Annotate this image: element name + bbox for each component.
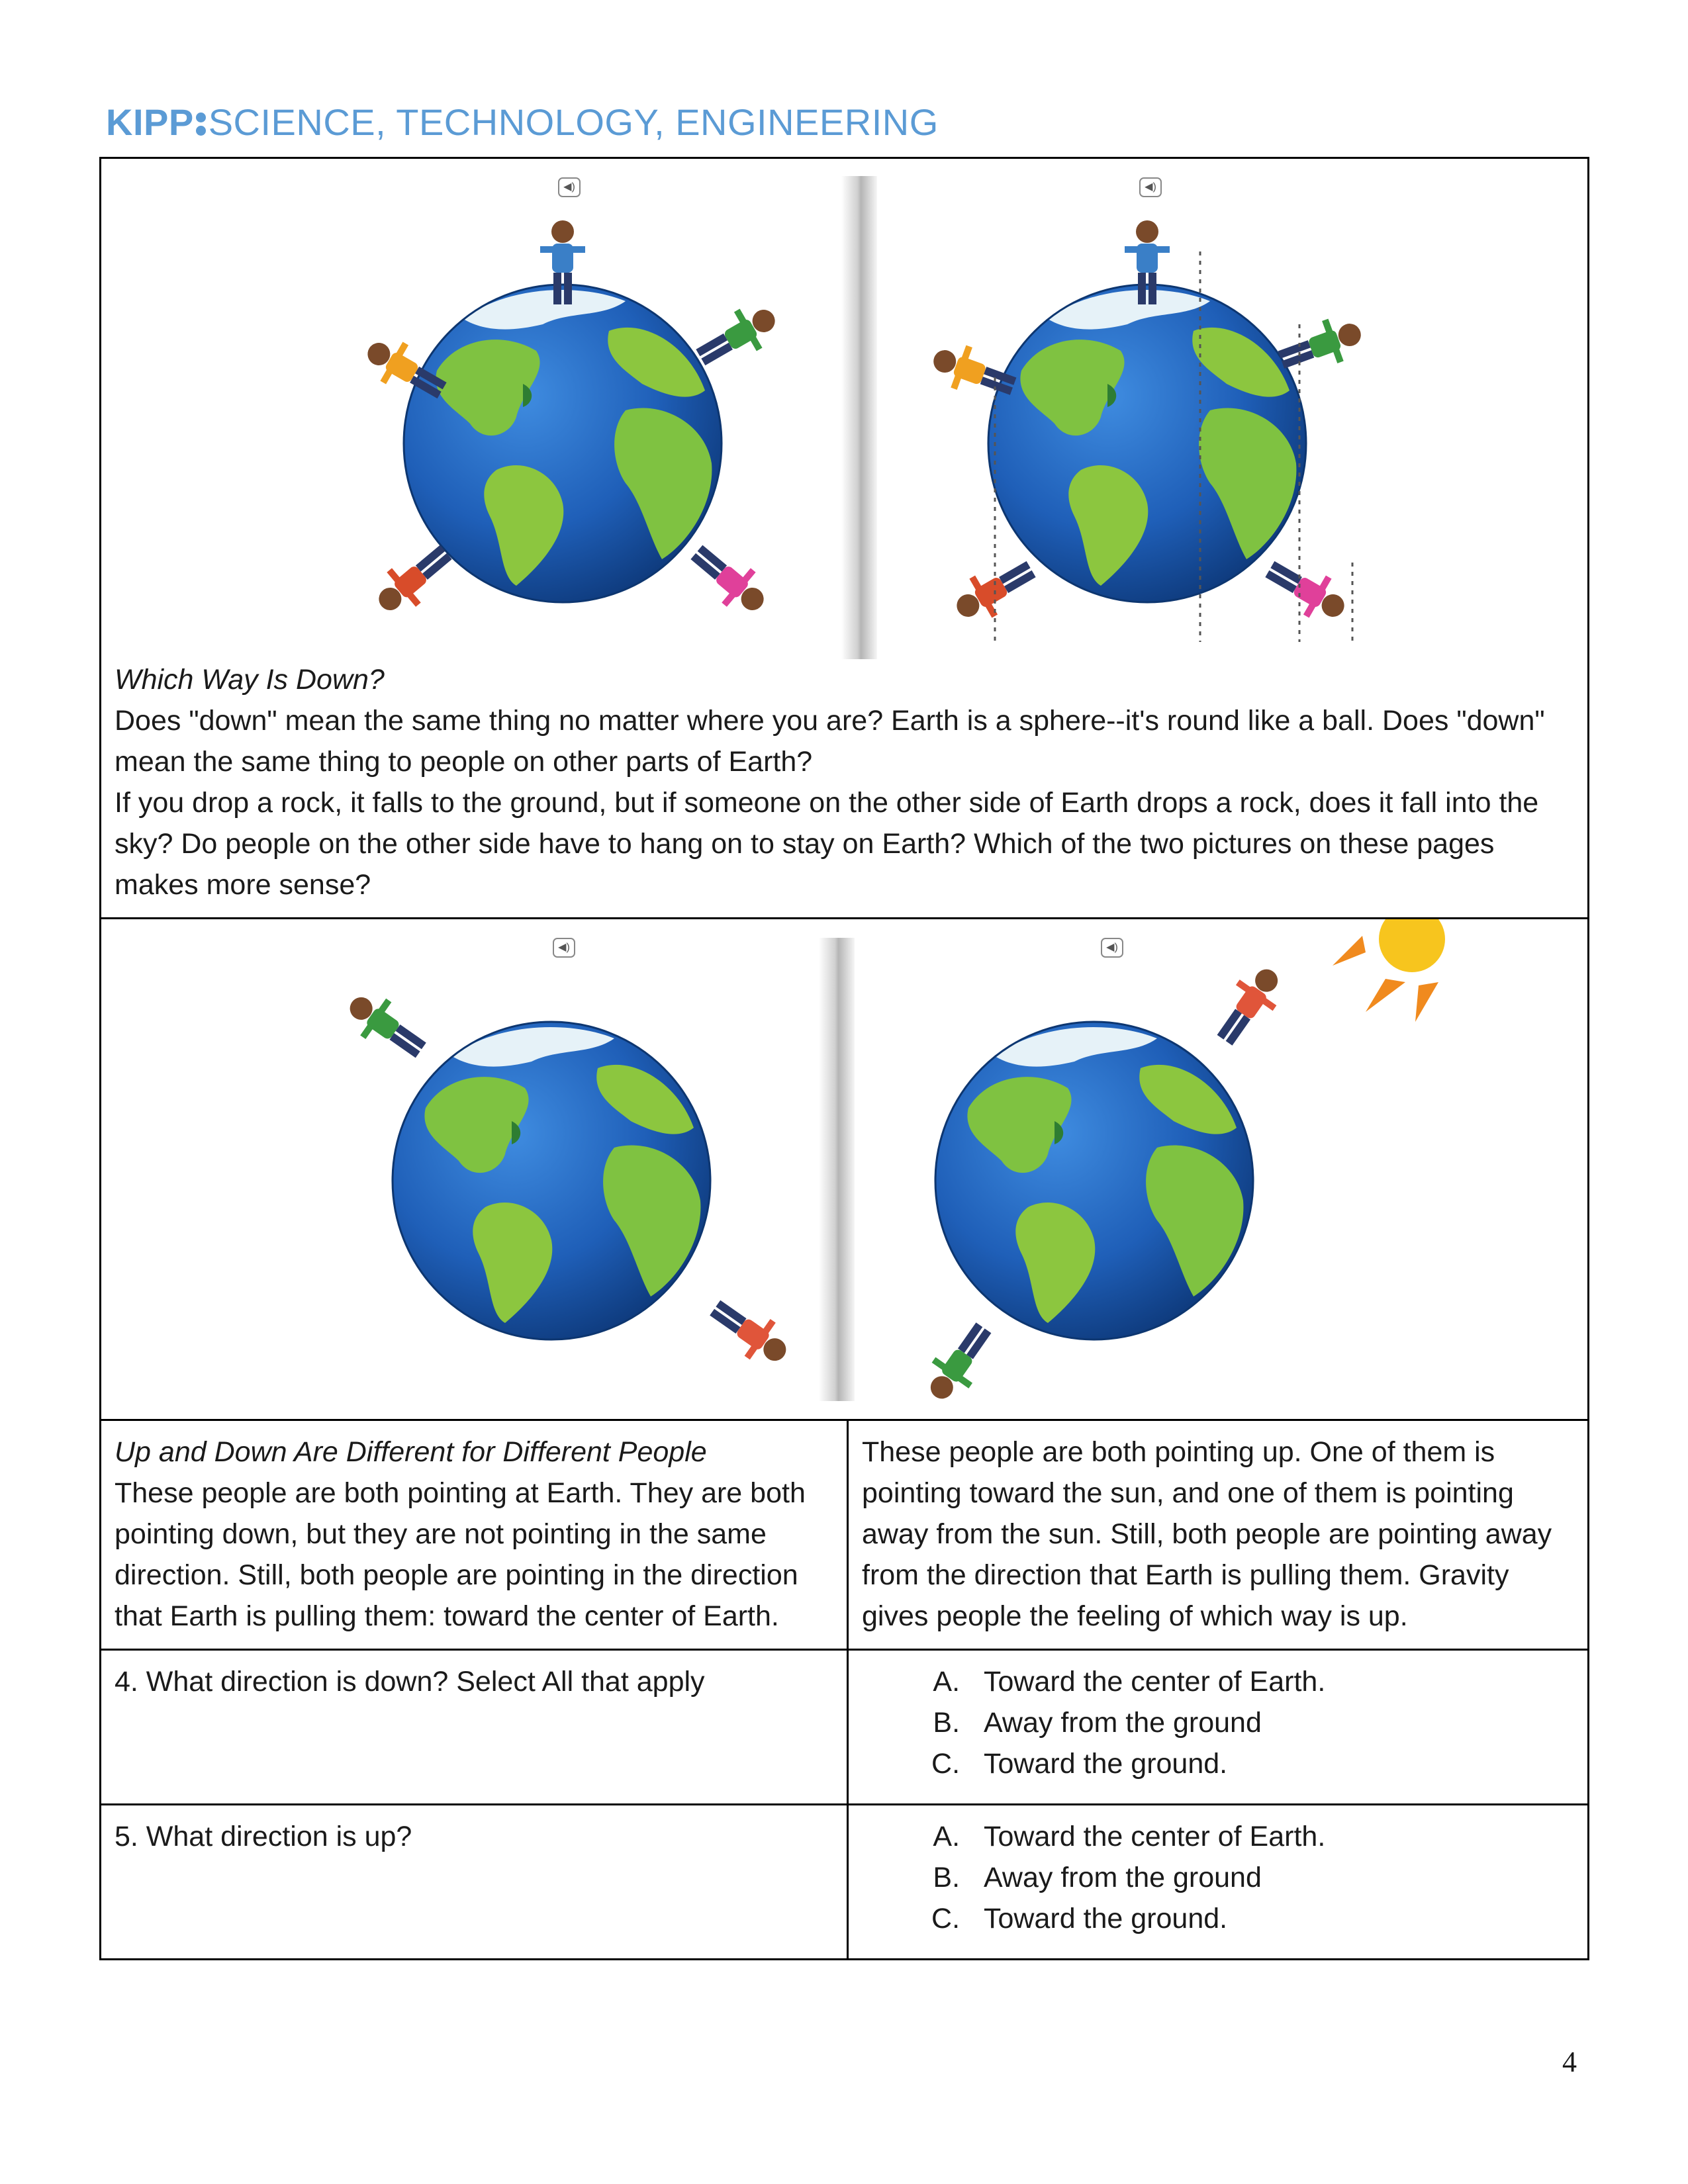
earth-globe-left (404, 285, 722, 602)
earth-illustration-pair (101, 159, 1585, 649)
section2-right-cell (848, 1420, 1589, 1650)
person-pointing-up-sun (1206, 958, 1291, 1053)
section1-text (101, 649, 1587, 917)
section1-heading: Which Way Is Down? (115, 664, 385, 696)
question-4-prompt: 4. What direction is down? Select All that apply (115, 1666, 705, 1698)
option-a[interactable]: A. Toward the center of Earth. (968, 1816, 1574, 1857)
earth-globe-pointing-up (935, 1022, 1253, 1340)
question-4-cell (101, 1650, 848, 1805)
figure-pointing (101, 919, 1587, 1419)
question-5-cell (101, 1805, 848, 1960)
earth-globe-pointing-down (393, 1022, 710, 1340)
section2-figure-cell (101, 919, 1589, 1420)
page-header (106, 101, 939, 144)
pointing-illustration-pair (101, 919, 1585, 1419)
option-c[interactable]: C. Toward the ground. (968, 1898, 1574, 1939)
section2-right-text: These people are both pointing up. One of them is pointing toward the sun, and one of them is pointing away from the sun. Still, both people are pointing away from the direction that Earth is pulling them. Gravity gives people the feeling of which way is up. (862, 1436, 1552, 1632)
figure-which-way-down (101, 159, 1587, 649)
worksheet-table (99, 157, 1589, 1960)
brand-colon-icon (194, 110, 209, 136)
earth-globe-right (988, 285, 1306, 602)
page-number: 4 (1562, 2046, 1577, 2078)
option-b[interactable]: B. Away from the ground (968, 1857, 1574, 1898)
person-bottom-right (682, 535, 776, 623)
question-5-prompt: 5. What direction is up? (115, 1821, 412, 1852)
kipp-brand: KIPP (106, 101, 194, 143)
person-pointing-down-right (702, 1289, 797, 1375)
option-a[interactable]: A. Toward the center of Earth. (968, 1661, 1574, 1702)
question-4-options (862, 1661, 1574, 1784)
section2-heading: Up and Down Are Different for Different People (115, 1436, 707, 1468)
question-4-options-cell (848, 1650, 1589, 1805)
section2-left-cell (101, 1420, 848, 1650)
person-pointing-up-away (917, 1315, 1002, 1410)
person-bottom-right-2 (1258, 550, 1354, 631)
person-right-left (689, 296, 784, 377)
question-5-options-cell (848, 1805, 1589, 1960)
person-pointing-down-left (339, 983, 434, 1069)
option-b[interactable]: B. Away from the ground (968, 1702, 1574, 1743)
section2-left-text: These people are both pointing at Earth. They are both pointing down, but they are not pointing in the same direction. Still, both people are pointing in the direction that Earth is pulling them: toward the center of Earth. (115, 1477, 806, 1632)
question-5-options (862, 1816, 1574, 1939)
section1-paragraph-1: Does "down" mean the same thing no matter where you are? Earth is a sphere--it's round like a ball. Does "down" mean the same thing to people on other parts of Earth? (115, 705, 1545, 778)
sun-icon (1333, 919, 1445, 1022)
section1-paragraph-2: If you drop a rock, it falls to the ground, but if someone on the other side of Earth drops a rock, does it fall into the sky? Do people on the other side have to hang on to stay on Earth? Which of the two pictures on these pages makes more sense? (115, 787, 1539, 901)
option-c[interactable]: C. Toward the ground. (968, 1743, 1574, 1784)
header-title: SCIENCE, TECHNOLOGY, ENGINEERING (208, 101, 939, 143)
section1-cell (101, 158, 1589, 919)
